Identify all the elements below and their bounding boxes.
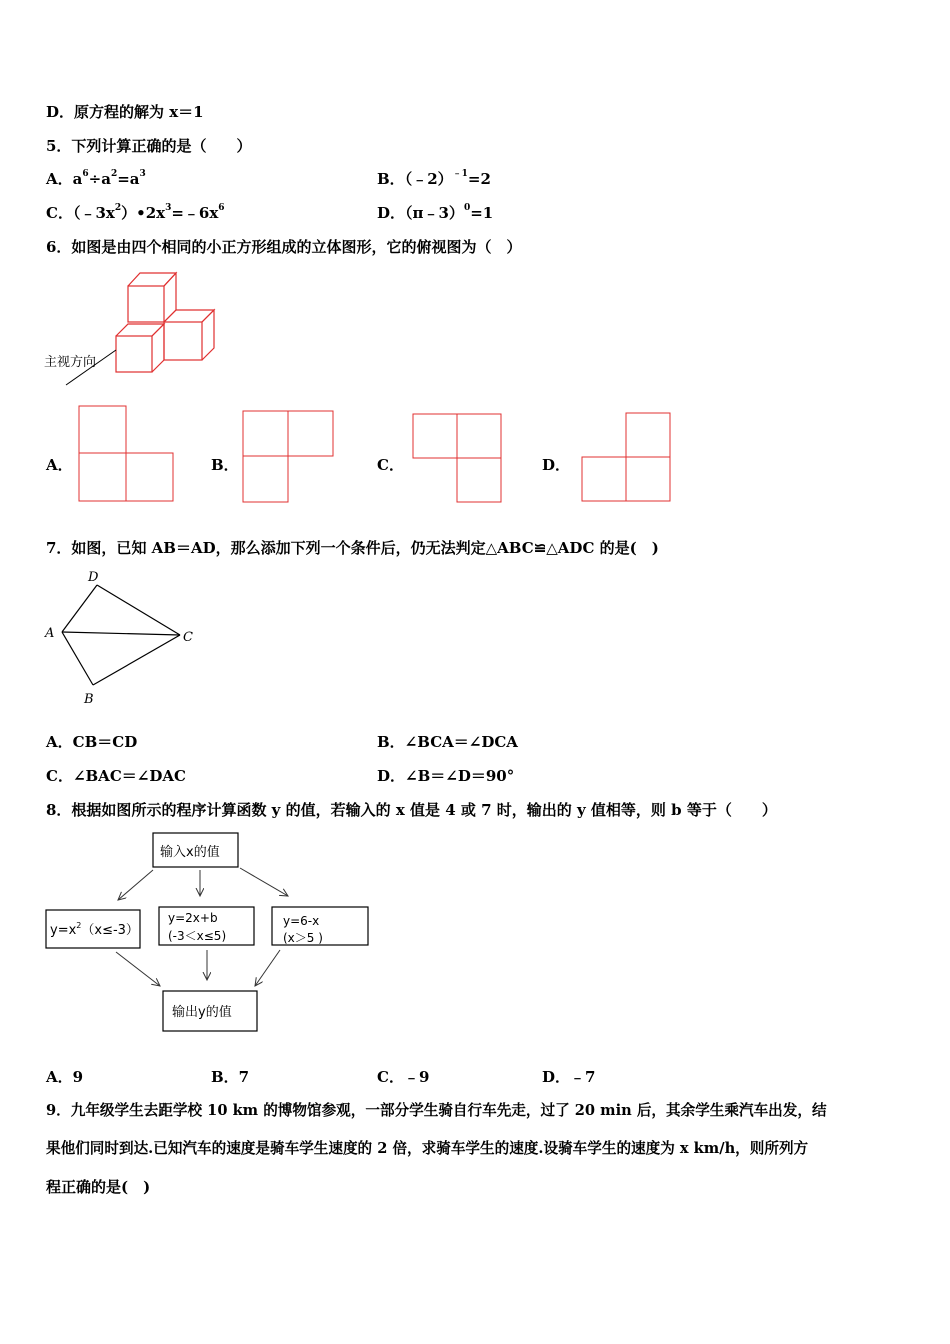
view-direction-label: 主视方向 (44, 355, 97, 370)
q5-c-exp3: 6 (218, 203, 225, 213)
q5-option-b (377, 169, 491, 188)
q5-d-exp: 0 (463, 203, 471, 213)
cube-front (116, 336, 152, 372)
cube-top-top (128, 273, 176, 286)
q6-option-c-label: C． (377, 456, 404, 474)
cube-right-top (164, 310, 214, 322)
q6-option-b-figure (242, 410, 337, 505)
square (626, 457, 670, 501)
q5-a-exp1: 6 (82, 169, 89, 179)
q7-stem: 7．如图，已知 AB＝AD，那么添加下列一个条件后，仍无法判定△ABC≌△ADC 的是( ) (46, 539, 659, 557)
q7-option-a: A．CB＝CD (46, 733, 138, 751)
q7-option-d: D．∠B＝∠D＝90° (377, 767, 515, 785)
q5-c-text2: ）•2x (121, 204, 166, 222)
square (79, 453, 126, 501)
q5-option-d (377, 203, 494, 222)
mid-box-line2: (-3＜x≤5) (168, 929, 227, 943)
square (79, 406, 126, 453)
q5-b-base: （﹣2） (404, 170, 453, 188)
segment-dc (97, 585, 180, 635)
q5-c-exp1: 2 (114, 203, 122, 213)
square (126, 453, 173, 501)
q7-option-c: C．∠BAC＝∠DAC (46, 767, 186, 785)
cube-top-side (164, 273, 176, 322)
q5-a-eq: =a (117, 170, 140, 188)
square (457, 414, 501, 458)
q6-option-d-label: D． (542, 456, 571, 474)
q5-option-c (46, 203, 225, 222)
q6-stem: 6．如图是由四个相同的小正方形组成的立体图形，它的俯视图为（ ） (46, 238, 522, 256)
q6-option-c-figure (412, 413, 504, 505)
q8-option-c: C．﹣9 (377, 1068, 430, 1086)
q5-b-label: B． (377, 170, 405, 188)
q5-a-exp3: 3 (139, 169, 146, 179)
square (243, 456, 288, 502)
point-b-label: B (84, 692, 94, 707)
q6-option-d-figure (581, 412, 673, 504)
q5-c-exp2: 3 (165, 203, 172, 213)
cube-front-top (116, 324, 164, 336)
q5-option-a (46, 169, 146, 188)
mid-box-line1: y=2x+b (168, 911, 218, 925)
q5-c-label: C． (46, 204, 73, 222)
q5-c-text1: （﹣3x (72, 204, 115, 222)
q5-c-text3: =﹣6x (171, 204, 219, 222)
cube-stack (116, 273, 214, 372)
square (626, 413, 670, 457)
output-box-text: 输出y的值 (172, 1005, 232, 1020)
arrow-right-to-output (255, 950, 280, 986)
right-box-line1: y=6-x (283, 914, 320, 928)
segment-ac (62, 632, 180, 635)
q9-line3: 程正确的是( ) (46, 1178, 151, 1196)
q6-option-a-label: A． (46, 456, 73, 474)
q8-option-b: B．7 (211, 1068, 250, 1086)
left-box-pre: y=x (50, 923, 77, 938)
point-c-label: C (183, 630, 193, 645)
point-d-label: D (88, 570, 99, 585)
cube-right-side (202, 310, 214, 360)
arrow-to-right (240, 868, 288, 896)
right-box-line2: (x＞5 ) (283, 931, 323, 945)
q7-option-b: B．∠BCA＝∠DCA (377, 733, 518, 751)
arrow-left-to-output (116, 952, 160, 986)
q8-stem: 8．根据如图所示的程序计算函数 y 的值，若输入的 x 值是 4 或 7 时，输出的 y 值相等，则 b 等于（ ） (46, 801, 777, 819)
q6-cube-figure (40, 268, 230, 388)
cube-front-side (152, 324, 164, 372)
cube-top-front (128, 286, 164, 322)
q5-d-rest: =1 (470, 204, 494, 222)
q4-option-d: D．原方程的解为 x＝1 (46, 103, 204, 121)
square (288, 411, 333, 456)
q9-line2: 果他们同时到达.已知汽车的速度是骑车学生速度的 2 倍，求骑车学生的速度.设骑车学生的速度为 x km/h，则所列方 (46, 1140, 809, 1157)
q5-b-rest: =2 (467, 170, 491, 188)
q5-stem: 5．下列计算正确的是（ ） (46, 137, 252, 155)
q7-quadrilateral-figure (40, 565, 210, 710)
square (457, 458, 501, 502)
point-a-label: A (45, 626, 55, 641)
q8-flowchart (40, 828, 380, 1038)
q5-d-label: D． (377, 204, 406, 222)
arrow-to-left (118, 870, 153, 900)
input-box-text: 输入x的值 (160, 845, 220, 860)
q5-b-exp: ﹣1 (452, 169, 468, 179)
q9-line1: 9．九年级学生去距学校 10 km 的博物馆参观，一部分学生骑自行车先走，过了 20 min 后，其余学生乘汽车出发，结 (46, 1102, 827, 1119)
q5-d-base: （π﹣3） (405, 204, 464, 222)
q5-a-label: A． (46, 170, 73, 188)
left-box-text (50, 921, 139, 938)
square (413, 414, 457, 458)
q5-a-exp2: 2 (110, 169, 118, 179)
q6-option-b-label: B． (211, 456, 239, 474)
q5-a-mid: ÷a (88, 170, 111, 188)
q6-option-a-figure (78, 405, 176, 503)
segment-bc (93, 635, 180, 685)
cube-right (164, 322, 202, 360)
q8-option-a: A．9 (46, 1068, 84, 1086)
left-box-post: （x≤-3） (81, 923, 139, 938)
square (582, 457, 626, 501)
q8-option-d: D．﹣7 (542, 1068, 596, 1086)
q5-a-base1: a (72, 170, 83, 188)
segment-ad (62, 585, 97, 632)
segment-ab (62, 632, 93, 685)
left-box-exp: 2 (76, 921, 82, 930)
square (243, 411, 288, 456)
